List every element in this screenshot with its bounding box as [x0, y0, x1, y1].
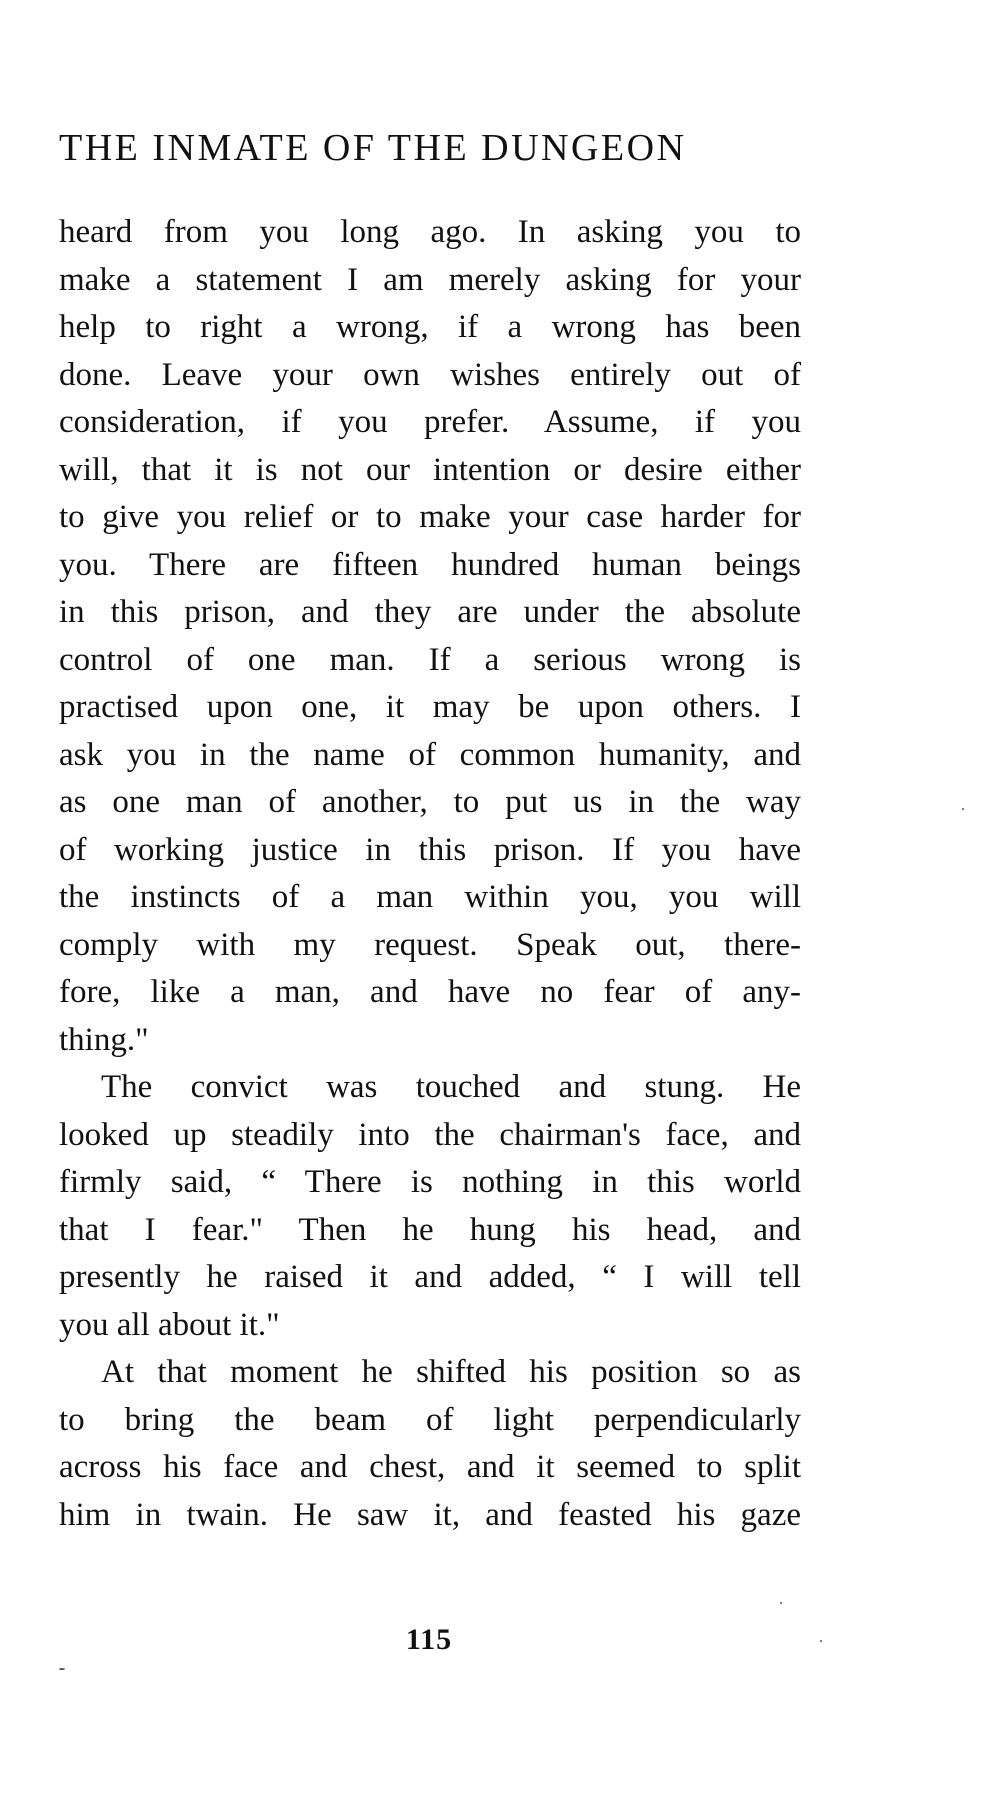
text-line: heard from you long ago. In asking you to: [59, 214, 801, 250]
text-line: control of one man. If a serious wrong is: [59, 641, 801, 678]
text-line: you. There are fifteen hundred human beings: [59, 546, 801, 583]
paragraph-2: [59, 1064, 801, 1349]
scan-speck: [780, 1602, 782, 1604]
text-line: ask you in the name of common humanity, and: [59, 736, 801, 773]
text-line: practised upon one, it may be upon others. I: [59, 689, 801, 725]
text-line: firmly said, “ There is nothing in this world: [59, 1164, 801, 1200]
text-line: make a statement I am merely asking for your: [59, 261, 801, 298]
scan-speck: [59, 1668, 65, 1670]
text-line: you all about it.": [59, 1306, 280, 1343]
scan-speck: [820, 1640, 822, 1642]
body-text: [59, 209, 801, 1539]
text-line: of working justice in this prison. If you have: [59, 831, 801, 868]
text-line: will, that it is not our intention or desire either: [59, 451, 801, 488]
text-line: thing.": [59, 1021, 149, 1058]
text-line: him in twain. He saw it, and feasted his gaze: [59, 1496, 801, 1533]
text-line: looked up steadily into the chairman's face, and: [59, 1116, 801, 1153]
text-line: help to right a wrong, if a wrong has been: [59, 309, 801, 345]
running-head: THE INMATE OF THE DUNGEON: [59, 127, 687, 169]
text-line: to give you relief or to make your case harder for: [59, 499, 801, 535]
text-line: in this prison, and they are under the absolute: [59, 594, 801, 630]
text-line: At that moment he shifted his position so as: [101, 1354, 801, 1390]
text-line: presently he raised it and added, “ I will tell: [59, 1259, 801, 1295]
text-line: fore, like a man, and have no fear of any-: [59, 974, 801, 1010]
text-line: the instincts of a man within you, you will: [59, 879, 801, 915]
scan-speck: [962, 808, 964, 810]
text-line: that I fear." Then he hung his head, and: [59, 1211, 801, 1248]
text-line: The convict was touched and stung. He: [101, 1069, 801, 1105]
text-line: across his face and chest, and it seemed to split: [59, 1449, 801, 1485]
paragraph-1: [59, 209, 801, 1064]
text-line: consideration, if you prefer. Assume, if you: [59, 404, 801, 440]
text-line: as one man of another, to put us in the way: [59, 784, 801, 820]
text-line: comply with my request. Speak out, there-: [59, 926, 801, 963]
paragraph-3: [59, 1349, 801, 1539]
text-line: done. Leave your own wishes entirely out of: [59, 356, 801, 393]
text-line: to bring the beam of light perpendicularly: [59, 1401, 801, 1438]
page-number: 115: [405, 1623, 453, 1656]
